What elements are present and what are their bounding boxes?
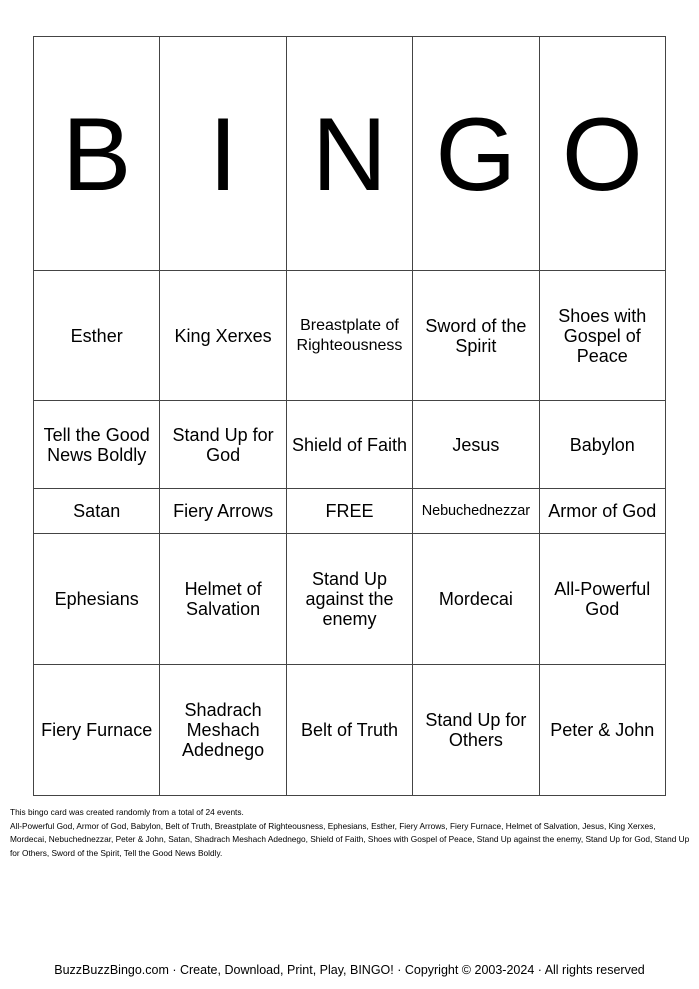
- notes-summary: This bingo card was created randomly from a total of 24 events.: [10, 807, 244, 817]
- bingo-square: Satan: [34, 489, 160, 534]
- notes-event-list: All-Powerful God, Armor of God, Babylon, Belt of Truth, Breastplate of Righteousness, Ephesians, Esther, Fiery Arrows, Fiery Furnace, Helmet of Salvation, Jesus, King Xerxes, Mordecai, Nebuchednezzar, Peter & John, Satan, Shadrach Meshach Adednego, Shield of Faith, Shoes with Gospel of Peace, Stand Up against the enemy, Stand Up for God, Stand Up for Others, Sword of the Spirit, Tell the Good News Boldly.: [10, 820, 690, 858]
- bingo-square: Stand Up for Others: [413, 665, 539, 796]
- bingo-square: Shadrach Meshach Adednego: [160, 665, 286, 796]
- bingo-square: Babylon: [539, 401, 665, 489]
- bingo-square: Mordecai: [413, 534, 539, 665]
- bingo-square: Shoes with Gospel of Peace: [539, 270, 665, 401]
- bingo-square: Ephesians: [34, 534, 160, 665]
- bingo-square: Esther: [34, 270, 160, 401]
- header-row: [34, 37, 666, 271]
- card-row-2: [34, 401, 666, 489]
- bingo-square: Peter & John: [539, 665, 665, 796]
- header-letter-n: N: [286, 37, 412, 271]
- bingo-card: [33, 36, 666, 796]
- page-footer: BuzzBuzzBingo.com · Create, Download, Print, Play, BINGO! · Copyright © 2003-2024 · All rights reserved: [54, 963, 645, 977]
- bingo-square: Stand Up for God: [160, 401, 286, 489]
- bingo-square: Stand Up against the enemy: [286, 534, 412, 665]
- bingo-square: King Xerxes: [160, 270, 286, 401]
- free-square: FREE: [286, 489, 412, 534]
- bingo-square: Shield of Faith: [286, 401, 412, 489]
- header-letter-b: B: [34, 37, 160, 271]
- bingo-square: Armor of God: [539, 489, 665, 534]
- card-row-4: [34, 534, 666, 665]
- header-letter-i: I: [160, 37, 286, 271]
- card-row-5: [34, 665, 666, 796]
- bingo-square: Nebuchednezzar: [413, 489, 539, 534]
- card-row-1: [34, 270, 666, 401]
- bingo-square: Breastplate of Righteousness: [286, 270, 412, 401]
- bingo-square: Tell the Good News Boldly: [34, 401, 160, 489]
- card-row-3: [34, 489, 666, 534]
- header-letter-g: G: [413, 37, 539, 271]
- bingo-square: Helmet of Salvation: [160, 534, 286, 665]
- bingo-square: Jesus: [413, 401, 539, 489]
- bingo-square: Belt of Truth: [286, 665, 412, 796]
- bingo-square: Fiery Arrows: [160, 489, 286, 534]
- header-letter-o: O: [539, 37, 665, 271]
- bingo-square: Sword of the Spirit: [413, 270, 539, 401]
- card-notes: [10, 806, 690, 860]
- bingo-square: Fiery Furnace: [34, 665, 160, 796]
- bingo-square: All-Powerful God: [539, 534, 665, 665]
